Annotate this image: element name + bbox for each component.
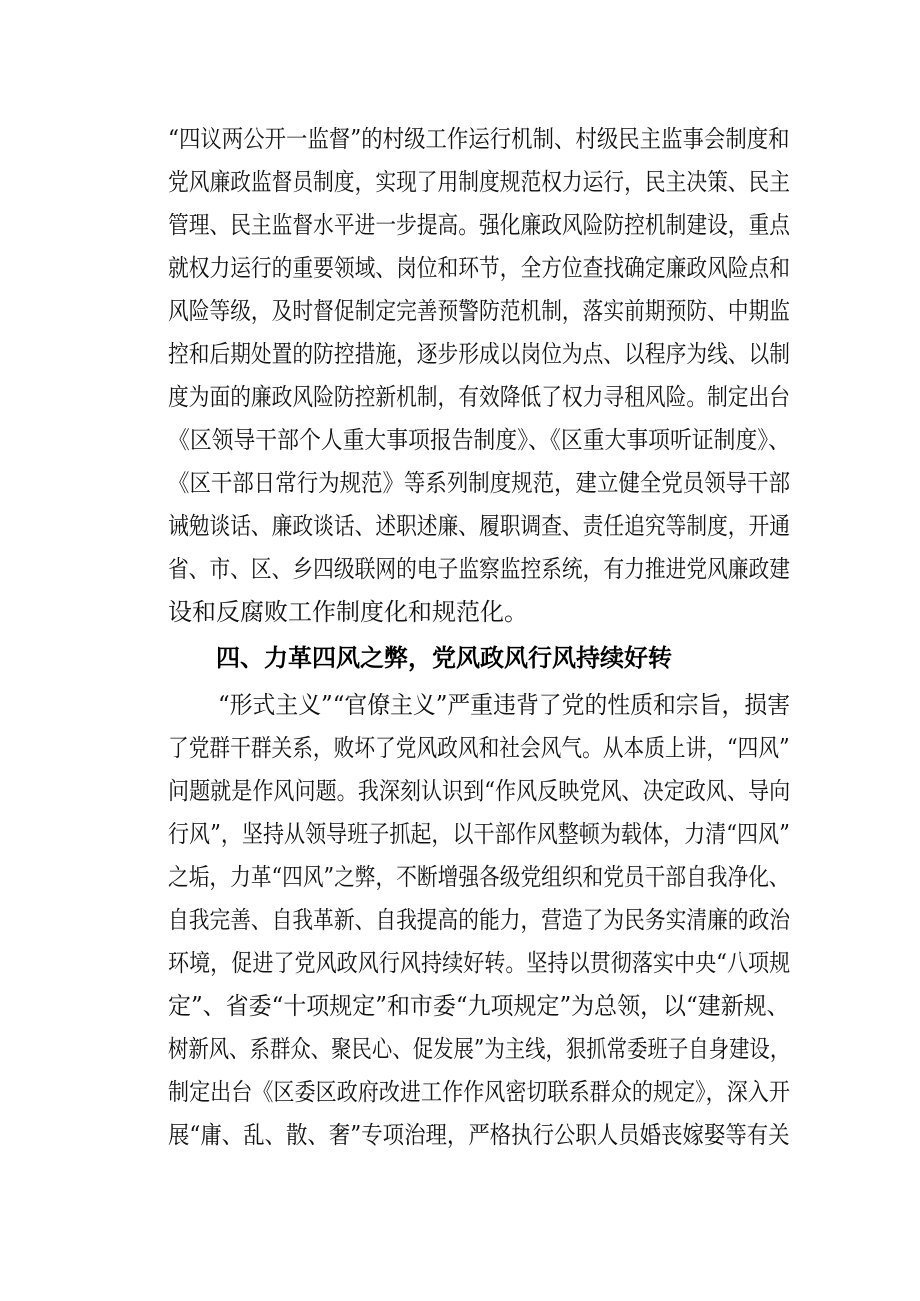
paragraph-1-line-11: 省、市、区、乡四级联网的电子监察监控系统，有力推进党风廉政建 xyxy=(168,555,791,583)
paragraph-2-line-3: 问题就是作风问题。我深刻认识到“作风反映党风、决定政风、导向 xyxy=(168,777,791,805)
paragraph-1-line-5: 风险等级，及时督促制定完善预警防范机制，落实前期预防、中期监 xyxy=(168,297,791,325)
paragraph-2-line-8: 定”、省委“十项规定”和市委“九项规定”为总领，以“建新规、 xyxy=(168,992,790,1020)
paragraph-1-line-1: “四议两公开一监督”的村级工作运行机制、村级民主监事会制度和 xyxy=(168,125,790,153)
paragraph-1-line-7: 度为面的廉政风险防控新机制，有效降低了权力寻租风险。制定出台 xyxy=(168,383,791,411)
paragraph-2-line-9: 树新风、系群众、聚民心、促发展”为主线，狠抓常委班子自身建设， xyxy=(168,1035,791,1063)
paragraph-2-line-7: 环境，促进了党风政风行风持续好转。坚持以贯彻落实中央“八项规 xyxy=(168,949,791,977)
paragraph-1-line-4: 就权力运行的重要领域、岗位和环节，全方位查找确定廉政风险点和 xyxy=(168,254,791,282)
paragraph-2-line-2: 了党群干群关系，败坏了党风政风和社会风气。从本质上讲，“四风” xyxy=(168,734,790,762)
paragraph-2-line-1: “形式主义”“官僚主义”严重违背了党的性质和宗旨，损害 xyxy=(218,691,791,719)
paragraph-1-line-2: 党风廉政监督员制度，实现了用制度规范权力运行，民主决策、民主 xyxy=(168,168,791,196)
paragraph-1-line-6: 控和后期处置的防控措施，逐步形成以岗位为点、以程序为线、以制 xyxy=(168,340,791,368)
paragraph-2-line-11: 展“庸、乱、散、奢”专项治理，严格执行公职人员婚丧嫁娶等有关 xyxy=(168,1121,790,1149)
paragraph-1-line-10: 诫勉谈话、廉政谈话、述职述廉、履职调查、责任追究等制度，开通 xyxy=(168,512,791,540)
paragraph-1-line-12: 设和反腐败工作制度化和规范化。 xyxy=(168,598,528,626)
paragraph-2-line-4: 行风”，坚持从领导班子抓起，以干部作风整顿为载体，力清“四风” xyxy=(168,820,790,848)
paragraph-1-line-9: 《区干部日常行为规范》等系列制度规范，建立健全党员领导干部 xyxy=(168,469,791,497)
paragraph-1-line-8: 《区领导干部个人重大事项报告制度》、《区重大事项听证制度》、 xyxy=(168,426,791,454)
paragraph-2-line-5: 之垢，力革“四风”之弊，不断增强各级党组织和党员干部自我净化、 xyxy=(168,863,790,891)
paragraph-2-line-6: 自我完善、自我革新、自我提高的能力，营造了为民务实清廉的政治 xyxy=(168,906,791,934)
paragraph-1-line-3: 管理、民主监督水平进一步提高。强化廉政风险防控机制建设，重点 xyxy=(168,211,791,239)
section-heading: 四、力革四风之弊，党风政风行风持续好转 xyxy=(216,644,672,672)
paragraph-2-line-10: 制定出台《区委区政府改进工作作风密切联系群众的规定》，深入开 xyxy=(168,1078,790,1106)
